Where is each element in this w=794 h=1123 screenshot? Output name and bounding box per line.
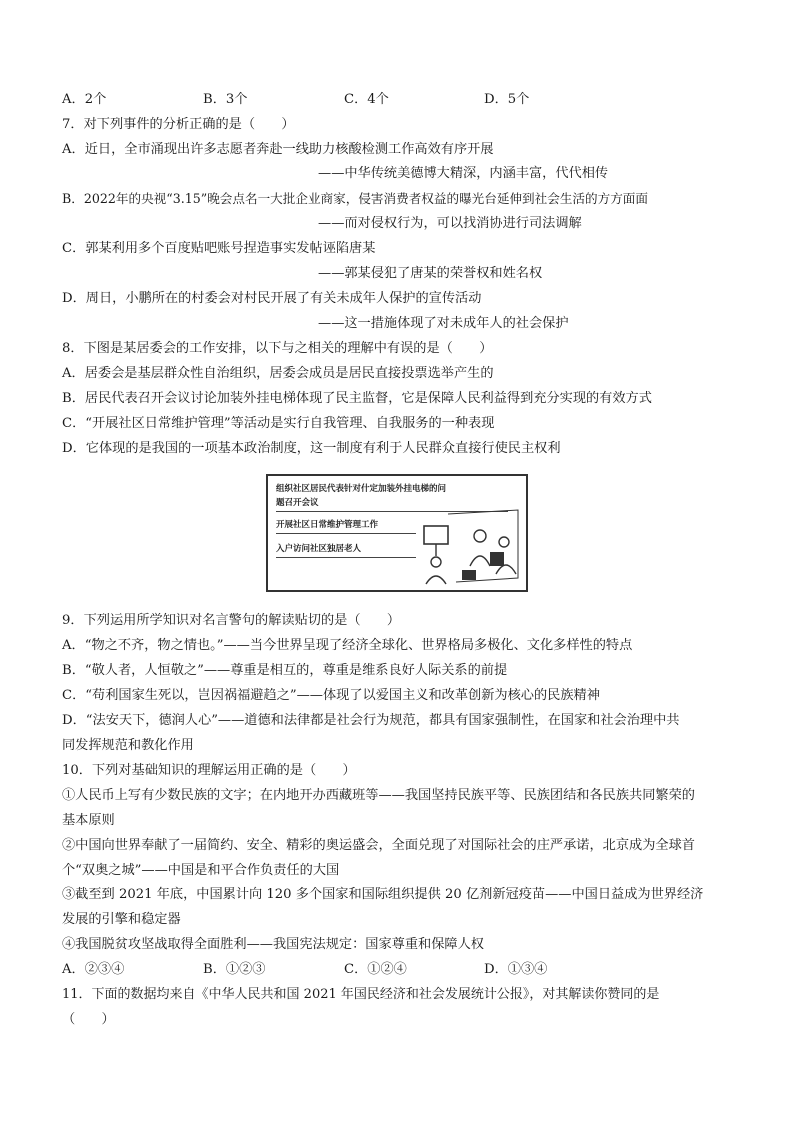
- q7-option-b-note: ——而对侵权行为，可以找消协进行司法调解: [318, 216, 582, 231]
- figure-underline: [276, 557, 416, 558]
- q10-option-c: C．①②④: [344, 962, 407, 977]
- figure-line-3: 开展社区日常维护管理工作: [276, 520, 379, 530]
- q8-option-a: A．居委会是基层群众性自治组织，居委会成员是居民直接投票选举产生的: [62, 366, 494, 381]
- q6-option-c: C．4个: [344, 92, 389, 107]
- q10-option-a: A．②③④: [62, 962, 125, 977]
- q7-option-a: A．近日，全市涌现出许多志愿者奔赴一线助力核酸检测工作高效有序开展: [62, 142, 494, 157]
- q7-option-b: B．2022年的央视“3.15”晚会点名一大批企业商家，侵害消费者权益的曝光台延伸到社会生活的方方面面: [62, 191, 648, 206]
- q7-option-a-note: ——中华传统美德博大精深，内涵丰富，代代相传: [318, 166, 609, 181]
- q10-item-2-line2: 个“双奥之城”——中国是和平合作负责任的大国: [62, 863, 340, 878]
- q9-option-d-line1: D．“法安天下，德润人心”——道德和法律都是社会行为规范，都具有国家强制性，在国家和社会治理中共: [62, 713, 680, 728]
- q9-option-d-line2: 同发挥规范和教化作用: [62, 738, 194, 753]
- q8-option-d: D．它体现的是我国的一项基本政治制度，这一制度有利于人民群众直接行使民主权利: [62, 441, 561, 456]
- q7-stem: 7．对下列事件的分析正确的是（ ）: [62, 117, 295, 132]
- q10-item-2-line1: ②中国向世界奉献了一届简约、安全、精彩的奥运盛会，全面兑现了对国际社会的庄严承诺，北京成为全球首: [62, 838, 695, 853]
- q9-stem: 9．下列运用所学知识对名言警句的解读贴切的是（ ）: [62, 613, 401, 628]
- figure-line-2: 题召开会议: [276, 498, 319, 508]
- q11-stem: 11．下面的数据均来自《中华人民共和国 2021 年国民经济和社会发展统计公报》，对其解读你赞同的是: [62, 987, 660, 1002]
- q10-stem: 10．下列对基础知识的理解运用正确的是（ ）: [62, 763, 356, 778]
- q10-option-d: D．①③④: [484, 962, 548, 977]
- q10-item-3-line2: 发展的引擎和稳定器: [62, 912, 181, 927]
- figure-line-1: 组织社区居民代表针对什定加装外挂电梯的问: [276, 484, 447, 494]
- work-schedule-figure: [266, 474, 528, 592]
- q6-option-a: A．2个: [62, 92, 107, 107]
- q10-item-1-line1: ①人民币上写有少数民族的文字；在内地开办西藏班等——我国坚持民族平等、民族团结和各民族共同繁荣的: [62, 788, 695, 803]
- q9-option-a: A．“物之不齐，物之情也。”——当今世界呈现了经济全球化、世界格局多极化、文化多样性的特点: [62, 638, 633, 653]
- q8-option-b: B．居民代表召开会议讨论加装外挂电梯体现了民主监督，它是保障人民利益得到充分实现的有效方式: [62, 391, 652, 406]
- figure-underline: [276, 533, 416, 534]
- q7-option-d-note: ——这一措施体现了对未成年人的社会保护: [318, 316, 569, 331]
- q11-stem-paren: （ ）: [62, 1012, 115, 1027]
- q9-option-c: C．“苟利国家生死以，岂因祸福避趋之”——体现了以爱国主义和改革创新为核心的民族精神: [62, 688, 600, 703]
- q6-option-b: B．3个: [203, 92, 248, 107]
- q8-stem: 8．下图是某居委会的工作安排，以下与之相关的理解中有误的是（ ）: [62, 341, 493, 356]
- meeting-illustration: [418, 508, 524, 588]
- q7-option-c: C．郭某利用多个百度贴吧账号捏造事实发帖诬陷唐某: [62, 241, 376, 256]
- q10-item-1-line2: 基本原则: [62, 813, 115, 828]
- q6-option-d: D．5个: [484, 92, 530, 107]
- q10-option-b: B．①②③: [203, 962, 266, 977]
- q8-option-c: C．“开展社区日常维护管理”等活动是实行自我管理、自我服务的一种表现: [62, 416, 495, 431]
- q10-item-4: ④我国脱贫攻坚战取得全面胜利——我国宪法规定：国家尊重和保障人权: [62, 937, 484, 952]
- q10-item-3-line1: ③截至到 2021 年底，中国累计向 120 多个国家和国际组织提供 20 亿剂新冠疫苗——中国日益成为世界经济: [62, 887, 704, 902]
- q7-option-d: D．周日，小鹏所在的村委会对村民开展了有关未成年人保护的宣传活动: [62, 291, 482, 306]
- q9-option-b: B．“敬人者，人恒敬之”——尊重是相互的，尊重是维系良好人际关系的前提: [62, 663, 508, 678]
- figure-line-4: 入户访问社区独居老人: [276, 544, 362, 554]
- q7-option-c-note: ——郭某侵犯了唐某的荣誉权和姓名权: [318, 266, 543, 281]
